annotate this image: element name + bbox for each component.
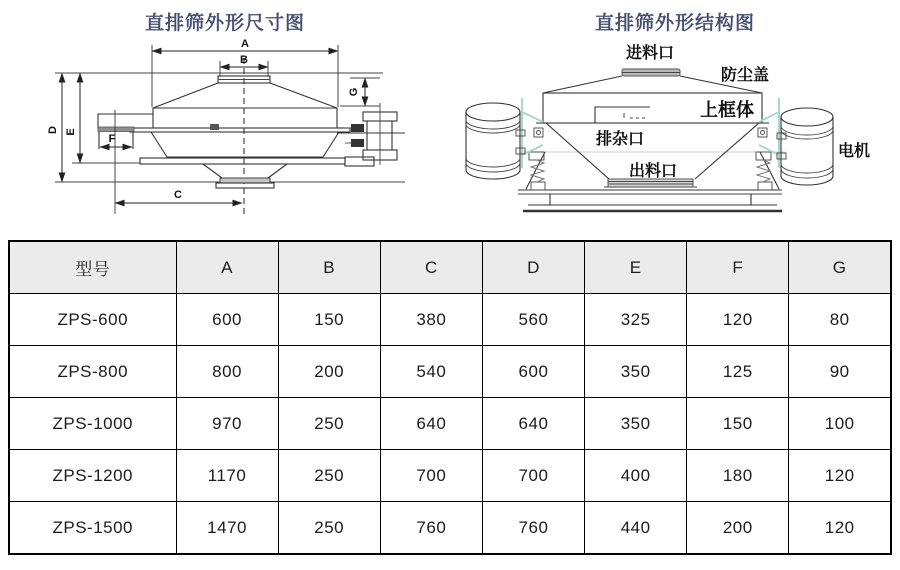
model-cell: ZPS-600 xyxy=(9,294,176,346)
spec-table xyxy=(8,240,892,555)
table-row xyxy=(9,502,891,555)
table-cell: 700 xyxy=(482,450,584,502)
table-cell: 250 xyxy=(278,450,380,502)
table-cell: 150 xyxy=(687,398,789,450)
label-motor: 电机 xyxy=(837,143,871,160)
table-cell: 800 xyxy=(176,346,278,398)
table-row xyxy=(9,346,891,398)
table-cell: 400 xyxy=(585,450,687,502)
table-cell: 350 xyxy=(585,398,687,450)
label-inlet: 进料口 xyxy=(625,45,675,62)
table-cell: 1170 xyxy=(176,450,278,502)
table-cell: 80 xyxy=(789,294,891,346)
table-cell: 100 xyxy=(789,398,891,450)
structure-outline xyxy=(466,69,833,211)
structure-diagram xyxy=(450,0,900,238)
dim-label-f: F xyxy=(108,133,116,145)
header-g: G xyxy=(789,241,891,294)
dim-label-g: G xyxy=(348,87,360,97)
table-cell: 200 xyxy=(687,502,789,555)
diagram-area xyxy=(0,0,900,238)
model-cell: ZPS-800 xyxy=(9,346,176,398)
label-upper-frame: 上框体 xyxy=(700,100,754,120)
table-cell: 640 xyxy=(482,398,584,450)
table-cell: 970 xyxy=(176,398,278,450)
table-cell: 440 xyxy=(585,502,687,555)
structure-diagram-title: 直排筛外形结构图 xyxy=(594,13,755,34)
structure-diagram-panel xyxy=(450,0,900,238)
spring-right xyxy=(756,152,772,190)
table-header-row xyxy=(9,241,891,294)
table-row xyxy=(9,398,891,450)
table-row xyxy=(9,450,891,502)
table-row xyxy=(9,294,891,346)
table-cell: 250 xyxy=(278,502,380,555)
table-cell: 120 xyxy=(789,450,891,502)
table-cell: 90 xyxy=(789,346,891,398)
table-cell: 640 xyxy=(380,398,482,450)
dimension-diagram-title: 直排筛外形尺寸图 xyxy=(144,13,305,34)
table-cell: 540 xyxy=(380,346,482,398)
table-cell: 350 xyxy=(585,346,687,398)
table-cell: 600 xyxy=(176,294,278,346)
table-cell: 325 xyxy=(585,294,687,346)
model-cell: ZPS-1500 xyxy=(9,502,176,555)
header-a: A xyxy=(176,241,278,294)
header-e: E xyxy=(585,241,687,294)
motor-right xyxy=(777,108,833,185)
table-cell: 380 xyxy=(380,294,482,346)
table-cell: 1470 xyxy=(176,502,278,555)
table-cell: 760 xyxy=(380,502,482,555)
table-cell: 200 xyxy=(278,346,380,398)
table-cell: 120 xyxy=(789,502,891,555)
table-cell: 180 xyxy=(687,450,789,502)
dimension-diagram-panel xyxy=(0,0,450,238)
header-f: F xyxy=(687,241,789,294)
header-d: D xyxy=(482,241,584,294)
label-dust-cover: 防尘盖 xyxy=(720,67,770,84)
mount-right xyxy=(758,98,779,168)
table-cell: 150 xyxy=(278,294,380,346)
table-cell: 125 xyxy=(687,346,789,398)
label-impurity-outlet: 排杂口 xyxy=(595,131,645,148)
table-cell: 250 xyxy=(278,398,380,450)
dim-label-a: A xyxy=(241,38,249,50)
table-cell: 600 xyxy=(482,346,584,398)
table-cell: 560 xyxy=(482,294,584,346)
dim-label-d: D xyxy=(47,126,59,134)
dim-label-c: C xyxy=(174,189,182,201)
label-discharge-outlet: 出料口 xyxy=(628,163,678,180)
header-c: C xyxy=(380,241,482,294)
table-cell: 120 xyxy=(687,294,789,346)
dim-label-e: E xyxy=(65,128,77,136)
table-cell: 700 xyxy=(380,450,482,502)
header-model: 型号 xyxy=(9,241,176,294)
dim-label-b: B xyxy=(240,54,248,66)
model-cell: ZPS-1000 xyxy=(9,398,176,450)
model-cell: ZPS-1200 xyxy=(9,450,176,502)
machine-outline xyxy=(55,58,405,214)
header-b: B xyxy=(278,241,380,294)
motor-left xyxy=(466,103,525,179)
table-cell: 760 xyxy=(482,502,584,555)
dimension-diagram xyxy=(0,0,450,238)
